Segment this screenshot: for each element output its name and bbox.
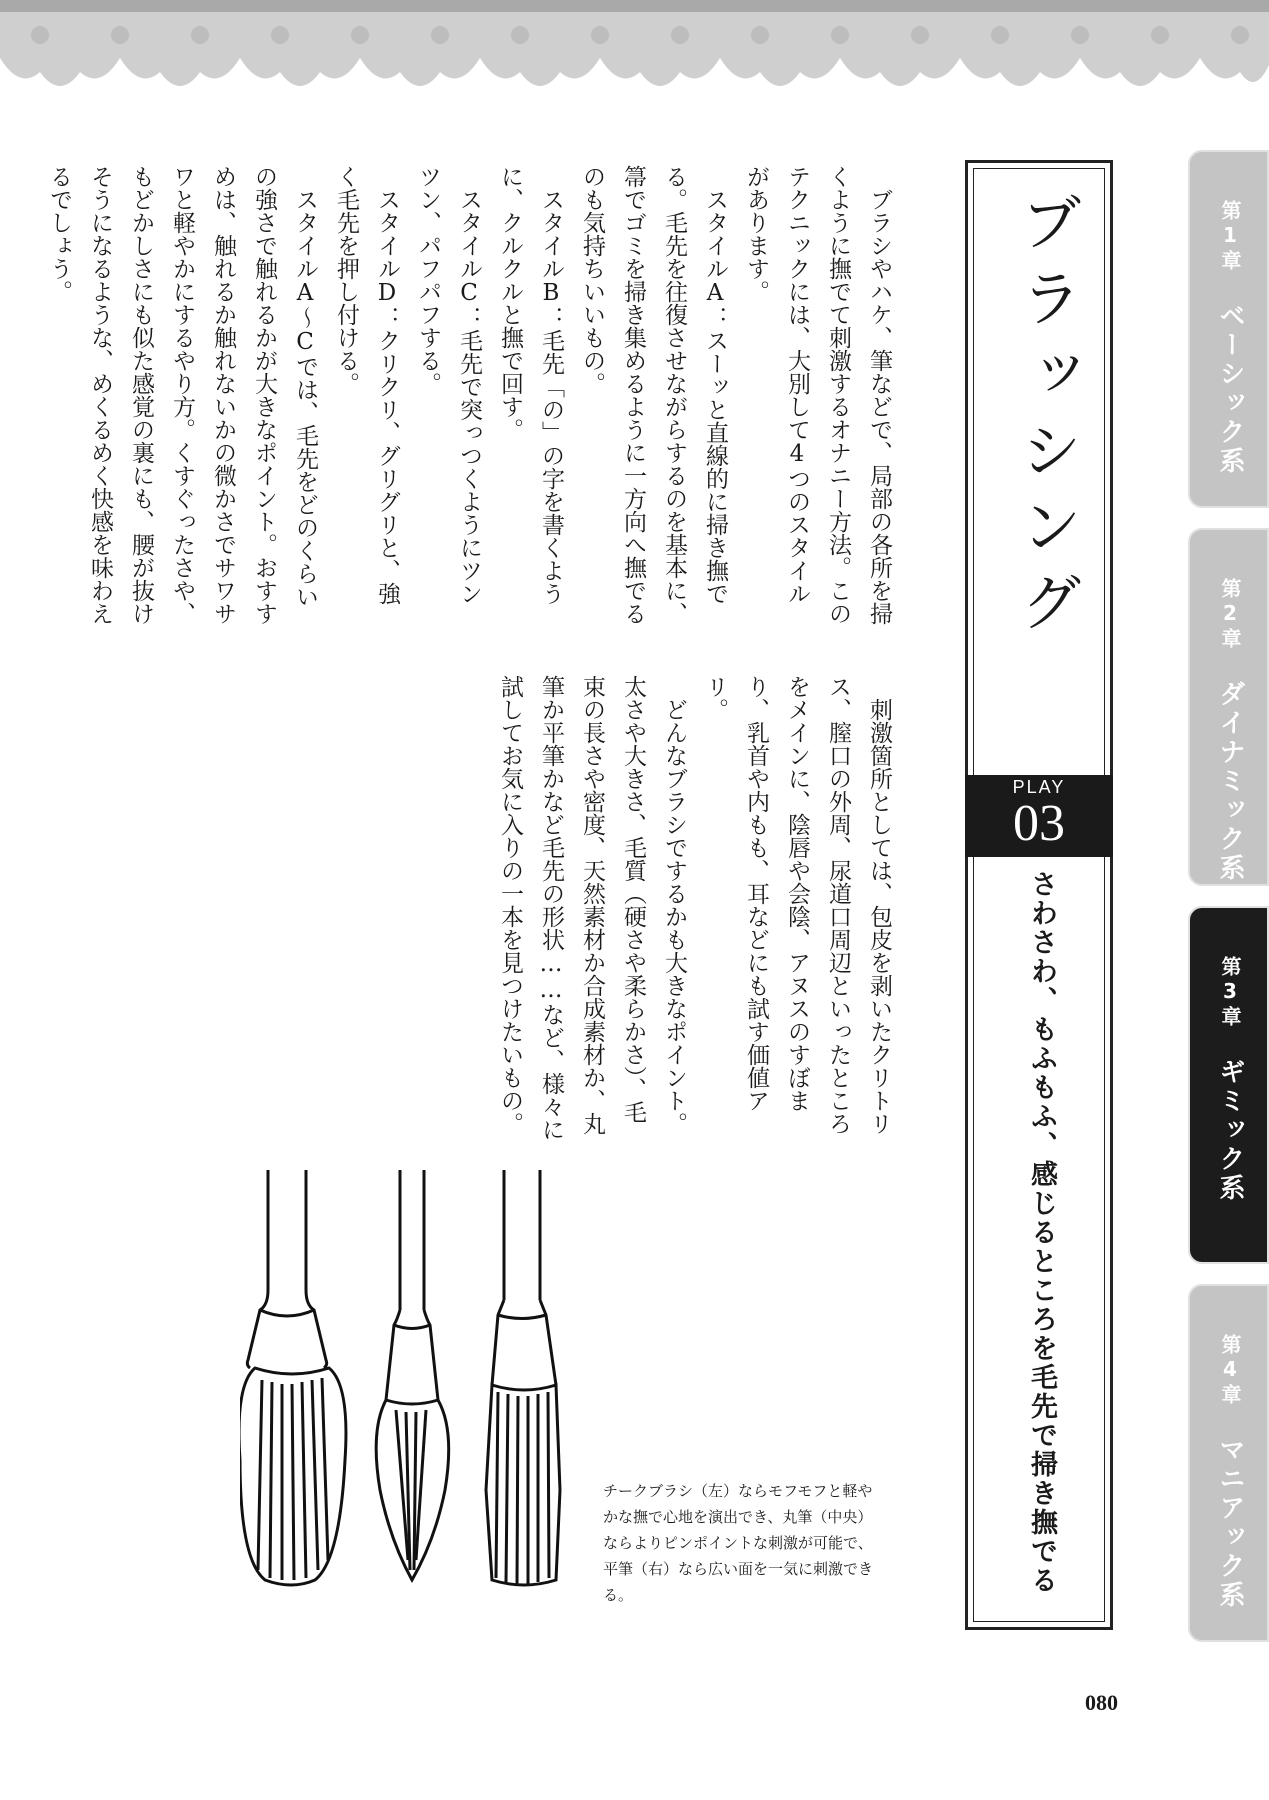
chapter-tab-1[interactable]: [1188, 150, 1269, 508]
paragraph: スタイルD：クリクリ、グリグリと、強く毛先を押し付ける。: [333, 165, 400, 605]
paragraph: ブラシやハケ、筆などで、局部の各所を掃くように撫でて刺激するオナニー方法。このテクニックには、大別して4つのスタイルがあります。: [743, 165, 892, 625]
chapter-tab-label: マニアック系: [1215, 1436, 1245, 1610]
chapter-tab-label: ギミック系: [1215, 1058, 1245, 1203]
paragraph: 刺激箇所としては、包皮を剥いたクリトリス、膣口の外周、尿道口周辺といったところをメインに、陰唇や会陰、アヌスのすぼまり、乳首や内もも、耳などにも試す価値アリ。: [702, 675, 892, 1135]
chapter-tab-label: ベーシック系: [1215, 302, 1245, 476]
illustration-caption: チークブラシ（左）ならモフモフと軽やかな撫で心地を演出でき、丸筆（中央）ならよりピンポイントな刺激が可能で、平筆（右）なら広い面を一気に刺激できる。: [603, 1482, 874, 1604]
body-text-upper: [46, 165, 899, 625]
chapter-tab-2[interactable]: [1188, 528, 1269, 886]
cheek-brush-image: [240, 1170, 346, 1585]
paragraph: スタイルA～Cでは、毛先をどのくらいの強さで触れるかが大きなポイント。おすすめは、触れるか触れないかの微かさでサワサワと軽やかにするやり方。くすぐったさや、もどかしさにも似た感覚の裏にも、腰が抜けそうになるような、めくるめく快感を味わえるでしょう。: [46, 165, 318, 625]
brush-illustration: [240, 1160, 590, 1610]
flat-brush-image: [486, 1170, 560, 1585]
chapter-tab-3[interactable]: [1188, 906, 1269, 1264]
paragraph: スタイルA：スーッと直線的に掃き撫でる。毛先を往復させながらするのを基本に、箒でゴミを掃き集めるように一方向へ撫でるのも気持ちいいもの。: [579, 165, 728, 625]
lace-border-decoration: [0, 0, 1269, 110]
play-number: 03: [1013, 795, 1065, 852]
chapter-tab-number: 第4章: [1218, 1334, 1242, 1407]
chapter-tab-label: ダイナミック系: [1215, 680, 1245, 883]
round-brush-image: [376, 1170, 449, 1580]
chapter-tab-number: 第2章: [1218, 578, 1242, 651]
page-title: ブラッシング: [1010, 190, 1083, 646]
paragraph: スタイルB：毛先「の」の字を書くように、クルクルと撫で回す。: [497, 165, 564, 605]
play-badge: [965, 775, 1113, 857]
chapter-tab-4[interactable]: [1188, 1284, 1269, 1642]
chapter-tab-number: 第1章: [1218, 200, 1242, 273]
play-label: PLAY: [1012, 777, 1066, 797]
subtitle: さわさわ、もふもふ、感じるところを毛先で掃き撫でる: [1026, 870, 1057, 1595]
page-number: 080: [1085, 1690, 1118, 1715]
paragraph: どんなブラシでするかも大きなポイント。太さや大きさ、毛質（硬さや柔らかさ）、毛束の長さや密度、天然素材か合成素材か、丸筆か平筆かなど毛先の形状……など、様々に試してお気に入りの一本を見つけたいもの。: [497, 675, 687, 1141]
chapter-tab-number: 第3章: [1218, 956, 1242, 1029]
body-text-lower: [339, 675, 899, 1145]
paragraph: スタイルC：毛先で突っつくようにツンツン、パフパフする。: [415, 165, 482, 605]
